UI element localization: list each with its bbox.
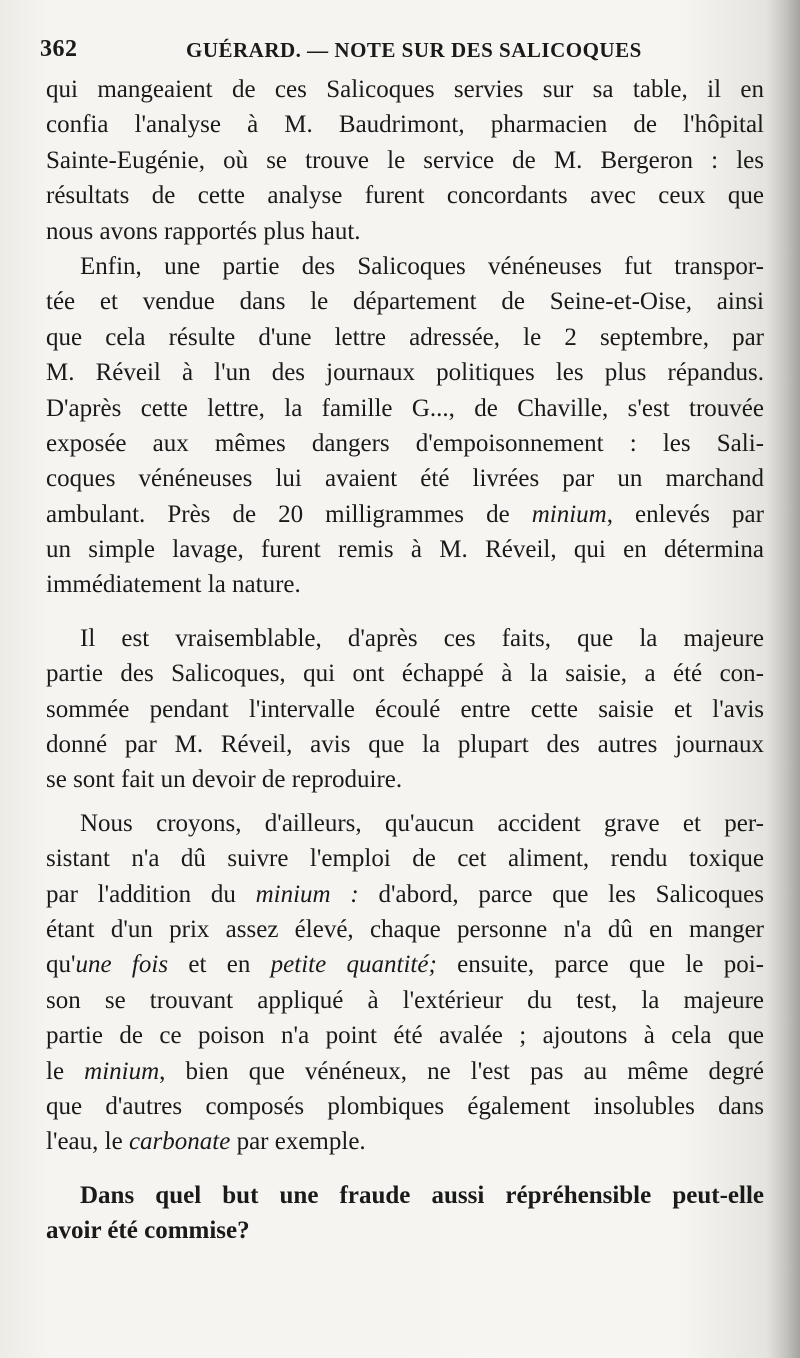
italic-term: minium bbox=[531, 500, 607, 528]
text-line: Nous croyons, d'ailleurs, qu'aucun accident grave et per- bbox=[80, 809, 764, 837]
paragraph-gap bbox=[46, 1160, 764, 1178]
paragraph-gap bbox=[46, 798, 764, 806]
text-line bbox=[46, 877, 764, 912]
text-line: sommée pendant l'intervalle écoulé entre cette saisie et l'avis bbox=[46, 695, 764, 723]
text-run: par l'addition du bbox=[46, 880, 256, 908]
italic-term: minium : bbox=[255, 880, 359, 908]
text-line: Sainte-Eugénie, où se trouve le service de M. Bergeron : les bbox=[46, 146, 764, 174]
body-text bbox=[46, 72, 764, 1249]
text-line: son se trouvant appliqué à l'extérieur du test, la majeure bbox=[46, 986, 764, 1014]
text-run: ambulant. Près de 20 milligrammes de bbox=[46, 500, 532, 528]
text-run: et en bbox=[168, 951, 271, 979]
text-run: le bbox=[46, 1057, 85, 1085]
text-line: que cela résulte d'une lettre adressée, le 2 septembre, par bbox=[46, 323, 764, 351]
text-line: Enfin, une partie des Salicoques vénéneuses fut transpor- bbox=[80, 252, 764, 280]
section-question bbox=[46, 1178, 764, 1249]
text-line: tée et vendue dans le département de Seine-et-Oise, ainsi bbox=[46, 288, 764, 316]
paragraph-2 bbox=[46, 249, 764, 603]
question-line: avoir été commise? bbox=[46, 1217, 250, 1245]
paragraph-4 bbox=[46, 806, 764, 1160]
paragraph-gap bbox=[46, 603, 764, 621]
paragraph-3 bbox=[46, 621, 764, 798]
text-line: partie des Salicoques, qui ont échappé à la saisie, a été con- bbox=[46, 660, 764, 688]
text-run: ensuite, parce que le poi- bbox=[436, 951, 765, 979]
text-line: un simple lavage, furent remis à M. Réveil, qui en détermina bbox=[46, 536, 764, 564]
text-line bbox=[46, 947, 764, 982]
text-line: M. Réveil à l'un des journaux politiques les plus répandus. bbox=[46, 359, 764, 387]
text-run: d'abord, parce que les Salicoques bbox=[358, 880, 764, 908]
italic-term: petite quantité; bbox=[270, 951, 437, 979]
paragraph-1 bbox=[46, 72, 764, 249]
text-line: coques vénéneuses lui avaient été livrées par un marchand bbox=[46, 465, 764, 493]
text-line bbox=[46, 497, 764, 532]
text-line bbox=[46, 1124, 764, 1159]
text-line: partie de ce poison n'a point été avalée ; ajoutons à cela que bbox=[46, 1022, 764, 1050]
text-run: , bien que vénéneux, ne l'est pas au même degré bbox=[159, 1057, 764, 1085]
text-run: , enlevés par bbox=[606, 500, 764, 528]
text-line: immédiatement la nature. bbox=[46, 571, 301, 599]
page-header bbox=[40, 36, 760, 70]
text-line: résultats de cette analyse furent concordants avec ceux que bbox=[46, 182, 764, 210]
text-line: D'après cette lettre, la famille G..., de Chaville, s'est trouvée bbox=[46, 394, 764, 422]
text-line: Il est vraisemblable, d'après ces faits, que la majeure bbox=[80, 624, 764, 652]
running-head: GUÉRARD. — NOTE SUR DES SALICOQUES bbox=[186, 38, 642, 62]
text-line: que d'autres composés plombiques également insolubles dans bbox=[46, 1092, 764, 1120]
text-run: l'eau, le bbox=[46, 1128, 129, 1156]
text-line: nous avons rapportés plus haut. bbox=[46, 217, 361, 245]
spine-shadow bbox=[766, 0, 800, 1358]
text-line: qui mangeaient de ces Salicoques servies sur sa table, il en bbox=[46, 76, 764, 103]
text-line bbox=[46, 1054, 764, 1089]
text-run: par exemple. bbox=[230, 1128, 366, 1156]
text-line: étant d'un prix assez élevé, chaque personne n'a dû en manger bbox=[46, 915, 764, 943]
italic-term: minium bbox=[84, 1057, 160, 1085]
text-line: se sont fait un devoir de reproduire. bbox=[46, 766, 403, 794]
question-line: Dans quel but une fraude aussi répréhensible peut-elle bbox=[80, 1181, 764, 1209]
page-number: 362 bbox=[40, 36, 78, 62]
italic-term: carbonate bbox=[128, 1128, 231, 1156]
text-line: donné par M. Réveil, avis que la plupart des autres journaux bbox=[46, 731, 764, 759]
italic-term: une fois bbox=[75, 951, 169, 979]
text-line: exposée aux mêmes dangers d'empoisonnement : les Sali- bbox=[46, 429, 764, 457]
text-run: qu' bbox=[46, 951, 76, 979]
text-line: confia l'analyse à M. Baudrimont, pharmacien de l'hôpital bbox=[46, 111, 764, 139]
text-line: sistant n'a dû suivre l'emploi de cet aliment, rendu toxique bbox=[46, 845, 764, 873]
